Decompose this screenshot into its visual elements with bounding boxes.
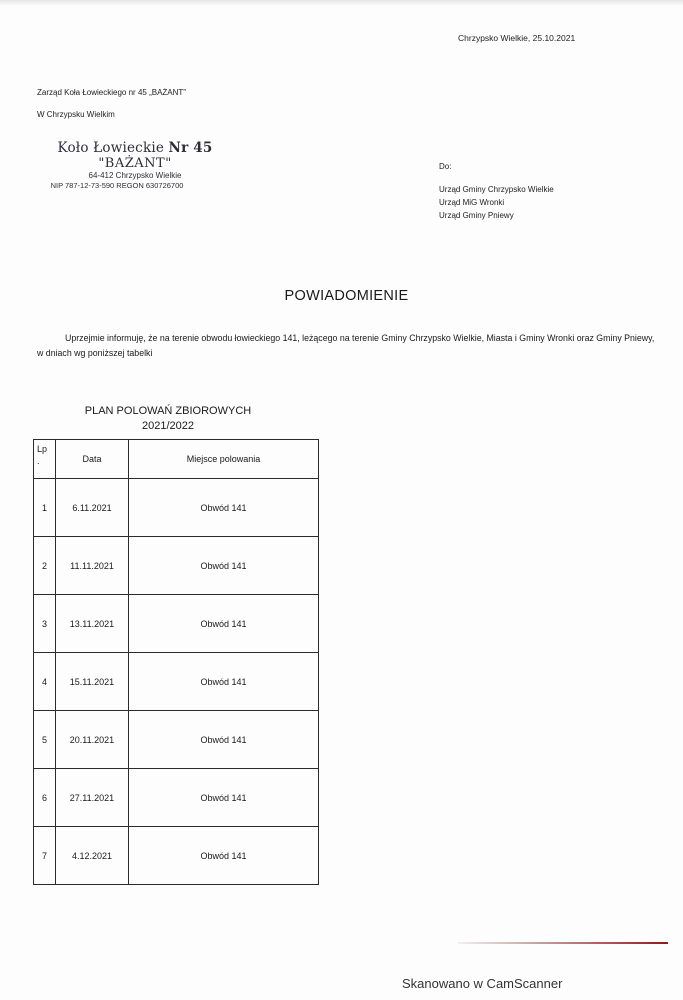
table-row — [34, 653, 319, 711]
header-lp — [34, 440, 56, 479]
table-header-row — [34, 440, 319, 479]
scanner-divider — [458, 942, 668, 944]
document-title: POWIADOMIENIE — [284, 288, 409, 304]
stamp-line-4: NIP 787-12-73-590 REGON 630726700 — [50, 181, 184, 190]
cell-lp: 5 — [34, 711, 56, 769]
cell-lp: 6 — [34, 769, 56, 827]
plan-title-line-1: PLAN POLOWAŃ ZBIOROWYCH — [84, 405, 252, 417]
table-row — [34, 711, 319, 769]
table-row — [34, 537, 319, 595]
cell-lp: 1 — [34, 479, 56, 537]
camscanner-watermark: Skanowano w CamScanner — [402, 976, 563, 991]
recipient-item: Urząd Gminy Chrzypsko Wielkie — [439, 185, 554, 194]
cell-place: Obwód 141 — [129, 537, 319, 595]
cell-place: Obwód 141 — [129, 827, 319, 885]
cell-lp: 3 — [34, 595, 56, 653]
cell-place: Obwód 141 — [129, 479, 319, 537]
sender-line-1: Zarząd Koła Łowieckiego nr 45 „BAŻANT” — [37, 88, 186, 97]
cell-date: 15.11.2021 — [56, 653, 129, 711]
cell-place: Obwód 141 — [129, 595, 319, 653]
stamp-line-1-prefix: Koło Łowieckie — [57, 140, 169, 156]
table-row — [34, 769, 319, 827]
body-paragraph: Uprzejmie informuję, że na terenie obwodu łowieckiego 141, leżącego na terenie Gminy Chrzypsko Wielkie, Miasta i Gminy Wronki oraz Gminy Pniewy, w dniach wg poniższej tabelki — [37, 333, 655, 358]
stamp-line-1 — [35, 140, 235, 156]
stamp-line-1-number: Nr 45 — [168, 140, 213, 156]
recipient-item: Urząd MiG Wronki — [439, 198, 505, 207]
cell-place: Obwód 141 — [129, 711, 319, 769]
stamp-line-3: 64-412 Chrzypsko Wielkie — [88, 171, 182, 180]
recipients-label: Do: — [439, 162, 452, 171]
place-date: Chrzypsko Wielkie, 25.10.2021 — [458, 33, 576, 43]
cell-lp: 7 — [34, 827, 56, 885]
table-row — [34, 827, 319, 885]
cell-lp: 2 — [34, 537, 56, 595]
stamp-line-2: "BAŻANT" — [98, 156, 172, 171]
club-stamp — [35, 140, 235, 191]
cell-lp: 4 — [34, 653, 56, 711]
cell-date: 20.11.2021 — [56, 711, 129, 769]
recipients-block — [439, 162, 554, 222]
plan-title — [34, 404, 302, 434]
header-place: Miejsce polowania — [129, 440, 319, 479]
sender-line-2: W Chrzypsku Wielkim — [37, 110, 115, 119]
table-row — [34, 479, 319, 537]
cell-place: Obwód 141 — [129, 769, 319, 827]
table-row — [34, 595, 319, 653]
recipient-item: Urząd Gminy Pniewy — [439, 211, 514, 220]
cell-date: 11.11.2021 — [56, 537, 129, 595]
plan-title-line-2: 2021/2022 — [142, 420, 194, 432]
cell-date: 6.11.2021 — [56, 479, 129, 537]
cell-date: 13.11.2021 — [56, 595, 129, 653]
sender-block — [37, 82, 186, 126]
header-lp-bottom: . — [37, 456, 40, 466]
cell-date: 4.12.2021 — [56, 827, 129, 885]
cell-date: 27.11.2021 — [56, 769, 129, 827]
header-lp-top: Lp — [37, 444, 48, 454]
cell-place: Obwód 141 — [129, 653, 319, 711]
scan-edge-shadow — [0, 0, 683, 6]
hunting-plan-table — [33, 439, 319, 885]
header-date: Data — [56, 440, 129, 479]
